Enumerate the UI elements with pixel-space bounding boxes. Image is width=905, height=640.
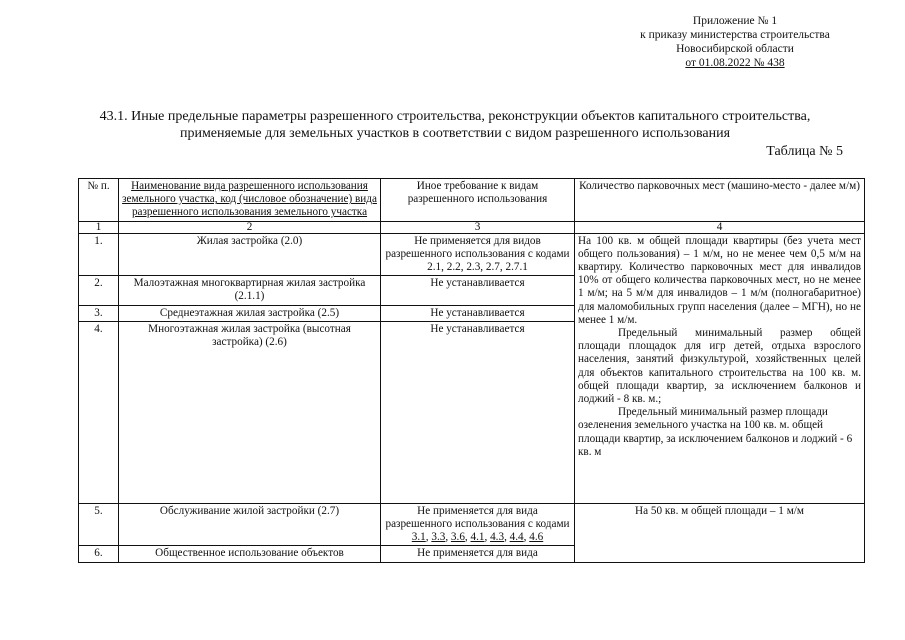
appendix-region: Новосибирской области xyxy=(676,43,794,55)
row-name: Обслуживание жилой застройки (2.7) xyxy=(119,503,381,546)
row-name: Жилая застройка (2.0) xyxy=(119,233,381,276)
code-link[interactable]: 3.1 xyxy=(411,531,426,544)
parameters-table xyxy=(78,178,865,563)
header-name: Наименование вида разрешенного использования земельного участка, код (числовое обозначение) вида разрешенного использования земельного участка xyxy=(119,179,381,222)
row-name: Среднеэтажная жилая застройка (2.5) xyxy=(119,305,381,321)
row-requirement: Не устанавливается xyxy=(381,321,575,503)
code-link[interactable]: 3.6 xyxy=(450,531,465,544)
row-requirement: Не применяется для видов разрешенного использования с кодами 2.1, 2.2, 2.3, 2.7, 2.7.1 xyxy=(381,233,575,276)
table-number: Таблица № 5 xyxy=(766,144,843,159)
appendix-block xyxy=(600,14,870,70)
code-link[interactable]: 3.3 xyxy=(431,531,446,544)
appendix-date: от 01.08.2022 № 438 xyxy=(685,57,785,69)
row-requirement: Не применяется для вида разрешенного использования с кодами 3.1, 3.3, 3.6, 4.1, 4.3, 4.4, 4.6 xyxy=(381,503,575,546)
row-name: Малоэтажная многоквартирная жилая застройка (2.1.1) xyxy=(119,276,381,305)
heading-line-1: 43.1. Иные предельные параметры разрешенного строительства, реконструкции объектов капитального строительства, xyxy=(99,109,811,124)
row-requirement: Не применяется для вида xyxy=(381,546,575,562)
header-requirement: Иное требование к видам разрешенного использования xyxy=(381,179,575,222)
row-num: 5. xyxy=(79,503,119,546)
header-parking: Количество парковочных мест (машино-место - далее м/м) xyxy=(575,179,865,222)
row-requirement: Не устанавливается xyxy=(381,305,575,321)
row-name: Многоэтажная жилая застройка (высотная застройка) (2.6) xyxy=(119,321,381,503)
row-num: 1. xyxy=(79,233,119,276)
row-num: 2. xyxy=(79,276,119,305)
requirement-text: Не применяется для вида разрешенного использования с кодами xyxy=(385,504,570,531)
row-num: 6. xyxy=(79,546,119,562)
table-header-row xyxy=(79,179,865,222)
code-link[interactable]: 4.4 xyxy=(509,531,524,544)
code-link[interactable]: 4.6 xyxy=(529,531,544,544)
row-requirement: Не устанавливается xyxy=(381,276,575,305)
row-num: 4. xyxy=(79,321,119,503)
header-num: № п. xyxy=(79,179,119,222)
parking-paragraph-1: На 100 кв. м общей площади квартиры (без учета мест общего пользования) – 1 м/м, но не менее чем 0,5 м/м на квартиру. Количество парковочных мест для инвалидов 10% от общего количества парковочных мест, но не менее 1 м/м; на 5 м/м для инвалидов – 1 м/м (полногабаритное) для маломобильных групп населения (далее – МГН), но не менее 1 м/м. xyxy=(578,234,861,326)
column-numbers-row xyxy=(79,221,865,233)
parking-paragraph-3: Предельный минимальный размер площади озеленения земельного участка на 100 кв. м. общей площади квартир, за исключением балконов и лоджий - 6 кв. м xyxy=(578,406,853,458)
row-name: Общественное использование объектов xyxy=(119,546,381,562)
parking-paragraph-2: Предельный минимальный размер общей площади площадок для игр детей, отдыха взрослого населения, занятий физкультурой, хозяйственных целей для объектов капитального строительства на 100 кв. м. общей площади квартир, за исключением балконов и лоджий - 8 кв. м.; xyxy=(578,327,861,406)
table-row xyxy=(79,233,865,276)
row-num: 3. xyxy=(79,305,119,321)
appendix-title: Приложение № 1 xyxy=(692,15,778,27)
column-number: 4 xyxy=(575,221,865,233)
section-heading xyxy=(40,108,870,142)
parking-requirements xyxy=(575,233,865,503)
column-number: 1 xyxy=(79,221,119,233)
column-number: 2 xyxy=(119,221,381,233)
code-link[interactable]: 4.3 xyxy=(490,531,505,544)
code-link[interactable]: 4.1 xyxy=(470,531,485,544)
appendix-order: к приказу министерства строительства xyxy=(640,29,830,41)
heading-line-2: применяемые для земельных участков в соответствии с видом разрешенного использования xyxy=(179,126,731,141)
table-row xyxy=(79,503,865,546)
column-number: 3 xyxy=(381,221,575,233)
row-parking: На 50 кв. м общей площади – 1 м/м xyxy=(575,503,865,562)
